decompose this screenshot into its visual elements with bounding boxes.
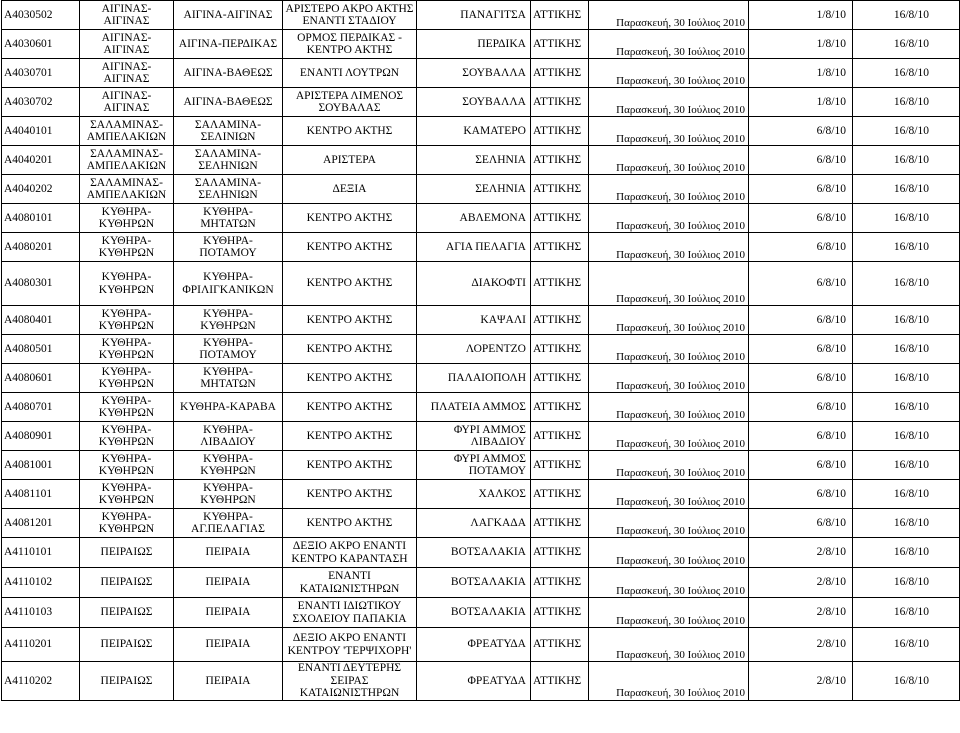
- municipality-cell: ΚΥΘΗΡΑ-ΚΥΘΗΡΩΝ: [80, 422, 174, 451]
- end-date-cell: 16/8/10: [853, 262, 960, 306]
- area-cell: ΣΟΥΒΑΛΛΑ: [417, 88, 531, 117]
- table-row: [2, 117, 960, 146]
- area-cell: ΦΥΡΙ ΑΜΜΟΣ ΛΙΒΑΔΙΟΥ: [417, 422, 531, 451]
- municipality-cell: ΚΥΘΗΡΑ-ΚΥΘΗΡΩΝ: [80, 364, 174, 393]
- start-date-cell: 2/8/10: [749, 568, 853, 598]
- end-date-cell: 16/8/10: [853, 393, 960, 422]
- start-date-cell: 2/8/10: [749, 662, 853, 701]
- route-cell: ΚΥΘΗΡΑ-ΚΑΡΑΒΑ: [174, 393, 283, 422]
- municipality-cell: ΣΑΛΑΜΙΝΑΣ-ΑΜΠΕΛΑΚΙΩΝ: [80, 146, 174, 175]
- date-cell: Παρασκευή, 30 Ιούλιος 2010: [589, 422, 749, 451]
- area-cell: ΠΑΝΑΓΙΤΣΑ: [417, 1, 531, 30]
- prefecture-cell: ΑΤΤΙΚΗΣ: [531, 451, 589, 480]
- area-cell: ΒΟΤΣΑΛΑΚΙΑ: [417, 538, 531, 568]
- station-code: A4081001: [2, 451, 80, 480]
- area-cell: ΠΛΑΤΕΙΑ ΑΜΜΟΣ: [417, 393, 531, 422]
- prefecture-cell: ΑΤΤΙΚΗΣ: [531, 88, 589, 117]
- route-cell: ΠΕΙΡΑΙΑ: [174, 628, 283, 662]
- area-cell: ΑΓΙΑ ΠΕΛΑΓΙΑ: [417, 233, 531, 262]
- route-cell: ΠΕΙΡΑΙΑ: [174, 598, 283, 628]
- end-date-cell: 16/8/10: [853, 175, 960, 204]
- date-cell: Παρασκευή, 30 Ιούλιος 2010: [589, 30, 749, 59]
- municipality-cell: ΠΕΙΡΑΙΩΣ: [80, 628, 174, 662]
- prefecture-cell: ΑΤΤΙΚΗΣ: [531, 335, 589, 364]
- end-date-cell: 16/8/10: [853, 59, 960, 88]
- route-cell: ΚΥΘΗΡΑ-ΑΓ.ΠΕΛΑΓΙΑΣ: [174, 509, 283, 538]
- municipality-cell: ΠΕΙΡΑΙΩΣ: [80, 538, 174, 568]
- station-code: A4080201: [2, 233, 80, 262]
- station-code: A4110202: [2, 662, 80, 701]
- prefecture-cell: ΑΤΤΙΚΗΣ: [531, 662, 589, 701]
- route-cell: ΚΥΘΗΡΑ-ΜΗΤΑΤΩΝ: [174, 364, 283, 393]
- date-cell: Παρασκευή, 30 Ιούλιος 2010: [589, 335, 749, 364]
- date-cell: Παρασκευή, 30 Ιούλιος 2010: [589, 451, 749, 480]
- prefecture-cell: ΑΤΤΙΚΗΣ: [531, 568, 589, 598]
- location-cell: ΚΕΝΤΡΟ ΑΚΤΗΣ: [283, 262, 417, 306]
- route-cell: ΚΥΘΗΡΑ-ΜΗΤΑΤΩΝ: [174, 204, 283, 233]
- area-cell: ΧΑΛΚΟΣ: [417, 480, 531, 509]
- station-code: A4080701: [2, 393, 80, 422]
- municipality-cell: ΚΥΘΗΡΑ-ΚΥΘΗΡΩΝ: [80, 451, 174, 480]
- municipality-cell: ΣΑΛΑΜΙΝΑΣ-ΑΜΠΕΛΑΚΙΩΝ: [80, 175, 174, 204]
- station-code: A4080501: [2, 335, 80, 364]
- route-cell: ΚΥΘΗΡΑ-ΦΡΙΛΙΓΚΑΝΙΚΩΝ: [174, 262, 283, 306]
- table-row: [2, 451, 960, 480]
- prefecture-cell: ΑΤΤΙΚΗΣ: [531, 117, 589, 146]
- location-cell: ΑΡΙΣΤΕΡΑ: [283, 146, 417, 175]
- prefecture-cell: ΑΤΤΙΚΗΣ: [531, 262, 589, 306]
- end-date-cell: 16/8/10: [853, 422, 960, 451]
- table-row: [2, 146, 960, 175]
- route-cell: ΣΑΛΑΜΙΝΑ-ΣΕΛΙΝΙΩΝ: [174, 117, 283, 146]
- table-body: [2, 1, 960, 701]
- municipality-cell: ΚΥΘΗΡΑ-ΚΥΘΗΡΩΝ: [80, 204, 174, 233]
- table-row: [2, 628, 960, 662]
- prefecture-cell: ΑΤΤΙΚΗΣ: [531, 598, 589, 628]
- prefecture-cell: ΑΤΤΙΚΗΣ: [531, 538, 589, 568]
- municipality-cell: ΚΥΘΗΡΑ-ΚΥΘΗΡΩΝ: [80, 233, 174, 262]
- location-cell: ΚΕΝΤΡΟ ΑΚΤΗΣ: [283, 364, 417, 393]
- area-cell: ΛΑΓΚΑΔΑ: [417, 509, 531, 538]
- location-cell: ΕΝΑΝΤΙ ΙΔΙΩΤΙΚΟΥ ΣΧΟΛΕΙΟΥ ΠΑΠΑΚΙΑ: [283, 598, 417, 628]
- end-date-cell: 16/8/10: [853, 568, 960, 598]
- route-cell: ΚΥΘΗΡΑ-ΚΥΘΗΡΩΝ: [174, 306, 283, 335]
- end-date-cell: 16/8/10: [853, 662, 960, 701]
- start-date-cell: 6/8/10: [749, 422, 853, 451]
- start-date-cell: 2/8/10: [749, 598, 853, 628]
- location-cell: ΕΝΑΝΤΙ ΚΑΤΑΙΩΝΙΣΤΗΡΩΝ: [283, 568, 417, 598]
- prefecture-cell: ΑΤΤΙΚΗΣ: [531, 1, 589, 30]
- date-cell: Παρασκευή, 30 Ιούλιος 2010: [589, 175, 749, 204]
- route-cell: ΠΕΙΡΑΙΑ: [174, 538, 283, 568]
- prefecture-cell: ΑΤΤΙΚΗΣ: [531, 393, 589, 422]
- prefecture-cell: ΑΤΤΙΚΗΣ: [531, 59, 589, 88]
- start-date-cell: 6/8/10: [749, 175, 853, 204]
- area-cell: ΒΟΤΣΑΛΑΚΙΑ: [417, 598, 531, 628]
- date-cell: Παρασκευή, 30 Ιούλιος 2010: [589, 233, 749, 262]
- station-code: A4110201: [2, 628, 80, 662]
- municipality-cell: ΚΥΘΗΡΑ-ΚΥΘΗΡΩΝ: [80, 262, 174, 306]
- date-cell: Παρασκευή, 30 Ιούλιος 2010: [589, 598, 749, 628]
- station-code: A4110102: [2, 568, 80, 598]
- station-code: A4080401: [2, 306, 80, 335]
- municipality-cell: ΚΥΘΗΡΑ-ΚΥΘΗΡΩΝ: [80, 480, 174, 509]
- municipality-cell: ΑΙΓΙΝΑΣ-ΑΙΓΙΝΑΣ: [80, 30, 174, 59]
- start-date-cell: 1/8/10: [749, 59, 853, 88]
- location-cell: ΑΡΙΣΤΕΡΑ ΛΙΜΕΝΟΣ ΣΟΥΒΑΛΑΣ: [283, 88, 417, 117]
- table-row: [2, 233, 960, 262]
- end-date-cell: 16/8/10: [853, 335, 960, 364]
- date-cell: Παρασκευή, 30 Ιούλιος 2010: [589, 146, 749, 175]
- start-date-cell: 6/8/10: [749, 393, 853, 422]
- location-cell: ΚΕΝΤΡΟ ΑΚΤΗΣ: [283, 393, 417, 422]
- table-row: [2, 568, 960, 598]
- date-cell: Παρασκευή, 30 Ιούλιος 2010: [589, 480, 749, 509]
- station-code: A4110101: [2, 538, 80, 568]
- prefecture-cell: ΑΤΤΙΚΗΣ: [531, 480, 589, 509]
- table-row: [2, 335, 960, 364]
- start-date-cell: 6/8/10: [749, 364, 853, 393]
- date-cell: Παρασκευή, 30 Ιούλιος 2010: [589, 262, 749, 306]
- table-row: [2, 204, 960, 233]
- area-cell: ΒΟΤΣΑΛΑΚΙΑ: [417, 568, 531, 598]
- table-row: [2, 480, 960, 509]
- location-cell: ΚΕΝΤΡΟ ΑΚΤΗΣ: [283, 451, 417, 480]
- area-cell: ΦΥΡΙ ΑΜΜΟΣ ΠΟΤΑΜΟΥ: [417, 451, 531, 480]
- end-date-cell: 16/8/10: [853, 538, 960, 568]
- location-cell: ΕΝΑΝΤΙ ΔΕΥΤΕΡΗΣ ΣΕΙΡΑΣ ΚΑΤΑΙΩΝΙΣΤΗΡΩΝ: [283, 662, 417, 701]
- route-cell: ΑΙΓΙΝΑ-ΒΑΘΕΩΣ: [174, 88, 283, 117]
- municipality-cell: ΑΙΓΙΝΑΣ-ΑΙΓΙΝΑΣ: [80, 88, 174, 117]
- municipality-cell: ΚΥΘΗΡΑ-ΚΥΘΗΡΩΝ: [80, 306, 174, 335]
- start-date-cell: 6/8/10: [749, 480, 853, 509]
- route-cell: ΑΙΓΙΝΑ-ΒΑΘΕΩΣ: [174, 59, 283, 88]
- start-date-cell: 6/8/10: [749, 306, 853, 335]
- location-cell: ΚΕΝΤΡΟ ΑΚΤΗΣ: [283, 422, 417, 451]
- station-code: A4081101: [2, 480, 80, 509]
- start-date-cell: 6/8/10: [749, 509, 853, 538]
- start-date-cell: 2/8/10: [749, 628, 853, 662]
- area-cell: ΔΙΑΚΟΦΤΙ: [417, 262, 531, 306]
- date-cell: Παρασκευή, 30 Ιούλιος 2010: [589, 509, 749, 538]
- location-cell: ΚΕΝΤΡΟ ΑΚΤΗΣ: [283, 335, 417, 364]
- area-cell: ΦΡΕΑΤΥΔΑ: [417, 662, 531, 701]
- prefecture-cell: ΑΤΤΙΚΗΣ: [531, 628, 589, 662]
- table-row: [2, 88, 960, 117]
- route-cell: ΣΑΛΑΜΙΝΑ-ΣΕΛΗΝΙΩΝ: [174, 175, 283, 204]
- municipality-cell: ΣΑΛΑΜΙΝΑΣ-ΑΜΠΕΛΑΚΙΩΝ: [80, 117, 174, 146]
- prefecture-cell: ΑΤΤΙΚΗΣ: [531, 306, 589, 335]
- area-cell: ΠΑΛΑΙΟΠΟΛΗ: [417, 364, 531, 393]
- station-code: A4080601: [2, 364, 80, 393]
- end-date-cell: 16/8/10: [853, 509, 960, 538]
- date-cell: Παρασκευή, 30 Ιούλιος 2010: [589, 568, 749, 598]
- end-date-cell: 16/8/10: [853, 364, 960, 393]
- start-date-cell: 6/8/10: [749, 117, 853, 146]
- location-cell: ΟΡΜΟΣ ΠΕΡΔΙΚΑΣ - ΚΕΝΤΡΟ ΑΚΤΗΣ: [283, 30, 417, 59]
- start-date-cell: 6/8/10: [749, 233, 853, 262]
- prefecture-cell: ΑΤΤΙΚΗΣ: [531, 204, 589, 233]
- date-cell: Παρασκευή, 30 Ιούλιος 2010: [589, 117, 749, 146]
- area-cell: ΣΟΥΒΑΛΛΑ: [417, 59, 531, 88]
- prefecture-cell: ΑΤΤΙΚΗΣ: [531, 509, 589, 538]
- station-code: A4030701: [2, 59, 80, 88]
- date-cell: Παρασκευή, 30 Ιούλιος 2010: [589, 59, 749, 88]
- station-code: A4040201: [2, 146, 80, 175]
- start-date-cell: 1/8/10: [749, 88, 853, 117]
- end-date-cell: 16/8/10: [853, 88, 960, 117]
- prefecture-cell: ΑΤΤΙΚΗΣ: [531, 146, 589, 175]
- location-cell: ΚΕΝΤΡΟ ΑΚΤΗΣ: [283, 509, 417, 538]
- table-row: [2, 393, 960, 422]
- end-date-cell: 16/8/10: [853, 451, 960, 480]
- area-cell: ΦΡΕΑΤΥΔΑ: [417, 628, 531, 662]
- date-cell: Παρασκευή, 30 Ιούλιος 2010: [589, 393, 749, 422]
- table-row: [2, 662, 960, 701]
- table-row: [2, 538, 960, 568]
- table-row: [2, 30, 960, 59]
- route-cell: ΚΥΘΗΡΑ-ΚΥΘΗΡΩΝ: [174, 451, 283, 480]
- municipality-cell: ΠΕΙΡΑΙΩΣ: [80, 568, 174, 598]
- route-cell: ΑΙΓΙΝΑ-ΠΕΡΔΙΚΑΣ: [174, 30, 283, 59]
- municipality-cell: ΠΕΙΡΑΙΩΣ: [80, 662, 174, 701]
- station-code: A4081201: [2, 509, 80, 538]
- station-code: A4030502: [2, 1, 80, 30]
- location-cell: ΕΝΑΝΤΙ ΛΟΥΤΡΩΝ: [283, 59, 417, 88]
- prefecture-cell: ΑΤΤΙΚΗΣ: [531, 422, 589, 451]
- area-cell: ΛΟΡΕΝΤΖΟ: [417, 335, 531, 364]
- start-date-cell: 1/8/10: [749, 30, 853, 59]
- station-code: A4080101: [2, 204, 80, 233]
- municipality-cell: ΚΥΘΗΡΑ-ΚΥΘΗΡΩΝ: [80, 509, 174, 538]
- end-date-cell: 16/8/10: [853, 306, 960, 335]
- date-cell: Παρασκευή, 30 Ιούλιος 2010: [589, 364, 749, 393]
- station-code: A4080301: [2, 262, 80, 306]
- table-row: [2, 598, 960, 628]
- location-cell: ΚΕΝΤΡΟ ΑΚΤΗΣ: [283, 117, 417, 146]
- municipality-cell: ΑΙΓΙΝΑΣ-ΑΙΓΙΝΑΣ: [80, 1, 174, 30]
- date-cell: Παρασκευή, 30 Ιούλιος 2010: [589, 1, 749, 30]
- date-cell: Παρασκευή, 30 Ιούλιος 2010: [589, 306, 749, 335]
- start-date-cell: 6/8/10: [749, 146, 853, 175]
- prefecture-cell: ΑΤΤΙΚΗΣ: [531, 364, 589, 393]
- route-cell: ΣΑΛΑΜΙΝΑ-ΣΕΛΗΝΙΩΝ: [174, 146, 283, 175]
- station-code: A4040101: [2, 117, 80, 146]
- route-cell: ΠΕΙΡΑΙΑ: [174, 568, 283, 598]
- end-date-cell: 16/8/10: [853, 480, 960, 509]
- route-cell: ΑΙΓΙΝΑ-ΑΙΓΙΝΑΣ: [174, 1, 283, 30]
- route-cell: ΠΕΙΡΑΙΑ: [174, 662, 283, 701]
- location-cell: ΚΕΝΤΡΟ ΑΚΤΗΣ: [283, 204, 417, 233]
- end-date-cell: 16/8/10: [853, 117, 960, 146]
- table-row: [2, 1, 960, 30]
- start-date-cell: 6/8/10: [749, 451, 853, 480]
- area-cell: ΚΑΜΑΤΕΡΟ: [417, 117, 531, 146]
- start-date-cell: 6/8/10: [749, 262, 853, 306]
- station-code: A4040202: [2, 175, 80, 204]
- date-cell: Παρασκευή, 30 Ιούλιος 2010: [589, 538, 749, 568]
- station-code: A4110103: [2, 598, 80, 628]
- route-cell: ΚΥΘΗΡΑ-ΠΟΤΑΜΟΥ: [174, 335, 283, 364]
- end-date-cell: 16/8/10: [853, 233, 960, 262]
- location-cell: ΔΕΞΙΟ ΑΚΡΟ ΕΝΑΝΤΙ ΚΕΝΤΡΟ ΚΑΡΑΝΤΑΣΗ: [283, 538, 417, 568]
- area-cell: ΑΒΛΕΜΟΝΑ: [417, 204, 531, 233]
- prefecture-cell: ΑΤΤΙΚΗΣ: [531, 30, 589, 59]
- station-code: A4080901: [2, 422, 80, 451]
- municipality-cell: ΑΙΓΙΝΑΣ-ΑΙΓΙΝΑΣ: [80, 59, 174, 88]
- end-date-cell: 16/8/10: [853, 30, 960, 59]
- table-row: [2, 59, 960, 88]
- start-date-cell: 2/8/10: [749, 538, 853, 568]
- location-cell: ΚΕΝΤΡΟ ΑΚΤΗΣ: [283, 306, 417, 335]
- end-date-cell: 16/8/10: [853, 146, 960, 175]
- end-date-cell: 16/8/10: [853, 204, 960, 233]
- municipality-cell: ΚΥΘΗΡΑ-ΚΥΘΗΡΩΝ: [80, 335, 174, 364]
- end-date-cell: 16/8/10: [853, 628, 960, 662]
- table-row: [2, 364, 960, 393]
- route-cell: ΚΥΘΗΡΑ-ΠΟΤΑΜΟΥ: [174, 233, 283, 262]
- table-row: [2, 262, 960, 306]
- date-cell: Παρασκευή, 30 Ιούλιος 2010: [589, 88, 749, 117]
- start-date-cell: 6/8/10: [749, 335, 853, 364]
- area-cell: ΠΕΡΔΙΚΑ: [417, 30, 531, 59]
- station-code: A4030601: [2, 30, 80, 59]
- start-date-cell: 6/8/10: [749, 204, 853, 233]
- area-cell: ΣΕΛΗΝΙΑ: [417, 175, 531, 204]
- prefecture-cell: ΑΤΤΙΚΗΣ: [531, 175, 589, 204]
- area-cell: ΚΑΨΑΛΙ: [417, 306, 531, 335]
- table-row: [2, 509, 960, 538]
- prefecture-cell: ΑΤΤΙΚΗΣ: [531, 233, 589, 262]
- date-cell: Παρασκευή, 30 Ιούλιος 2010: [589, 628, 749, 662]
- start-date-cell: 1/8/10: [749, 1, 853, 30]
- location-cell: ΔΕΞΙΟ ΑΚΡΟ ΕΝΑΝΤΙ ΚΕΝΤΡΟΥ 'ΤΕΡΨΙΧΟΡΗ': [283, 628, 417, 662]
- location-cell: ΚΕΝΤΡΟ ΑΚΤΗΣ: [283, 233, 417, 262]
- area-cell: ΣΕΛΗΝΙΑ: [417, 146, 531, 175]
- municipality-cell: ΠΕΙΡΑΙΩΣ: [80, 598, 174, 628]
- location-cell: ΚΕΝΤΡΟ ΑΚΤΗΣ: [283, 480, 417, 509]
- location-cell: ΑΡΙΣΤΕΡΟ ΑΚΡΟ ΑΚΤΗΣ ΕΝΑΝΤΙ ΣΤΑΔΙΟΥ: [283, 1, 417, 30]
- municipality-cell: ΚΥΘΗΡΑ-ΚΥΘΗΡΩΝ: [80, 393, 174, 422]
- table-row: [2, 306, 960, 335]
- date-cell: Παρασκευή, 30 Ιούλιος 2010: [589, 204, 749, 233]
- end-date-cell: 16/8/10: [853, 1, 960, 30]
- date-cell: Παρασκευή, 30 Ιούλιος 2010: [589, 662, 749, 701]
- location-cell: ΔΕΞΙΑ: [283, 175, 417, 204]
- end-date-cell: 16/8/10: [853, 598, 960, 628]
- route-cell: ΚΥΘΗΡΑ-ΛΙΒΑΔΙΟΥ: [174, 422, 283, 451]
- route-cell: ΚΥΘΗΡΑ-ΚΥΘΗΡΩΝ: [174, 480, 283, 509]
- table-row: [2, 175, 960, 204]
- beach-sampling-table: [1, 0, 960, 701]
- station-code: A4030702: [2, 88, 80, 117]
- table-row: [2, 422, 960, 451]
